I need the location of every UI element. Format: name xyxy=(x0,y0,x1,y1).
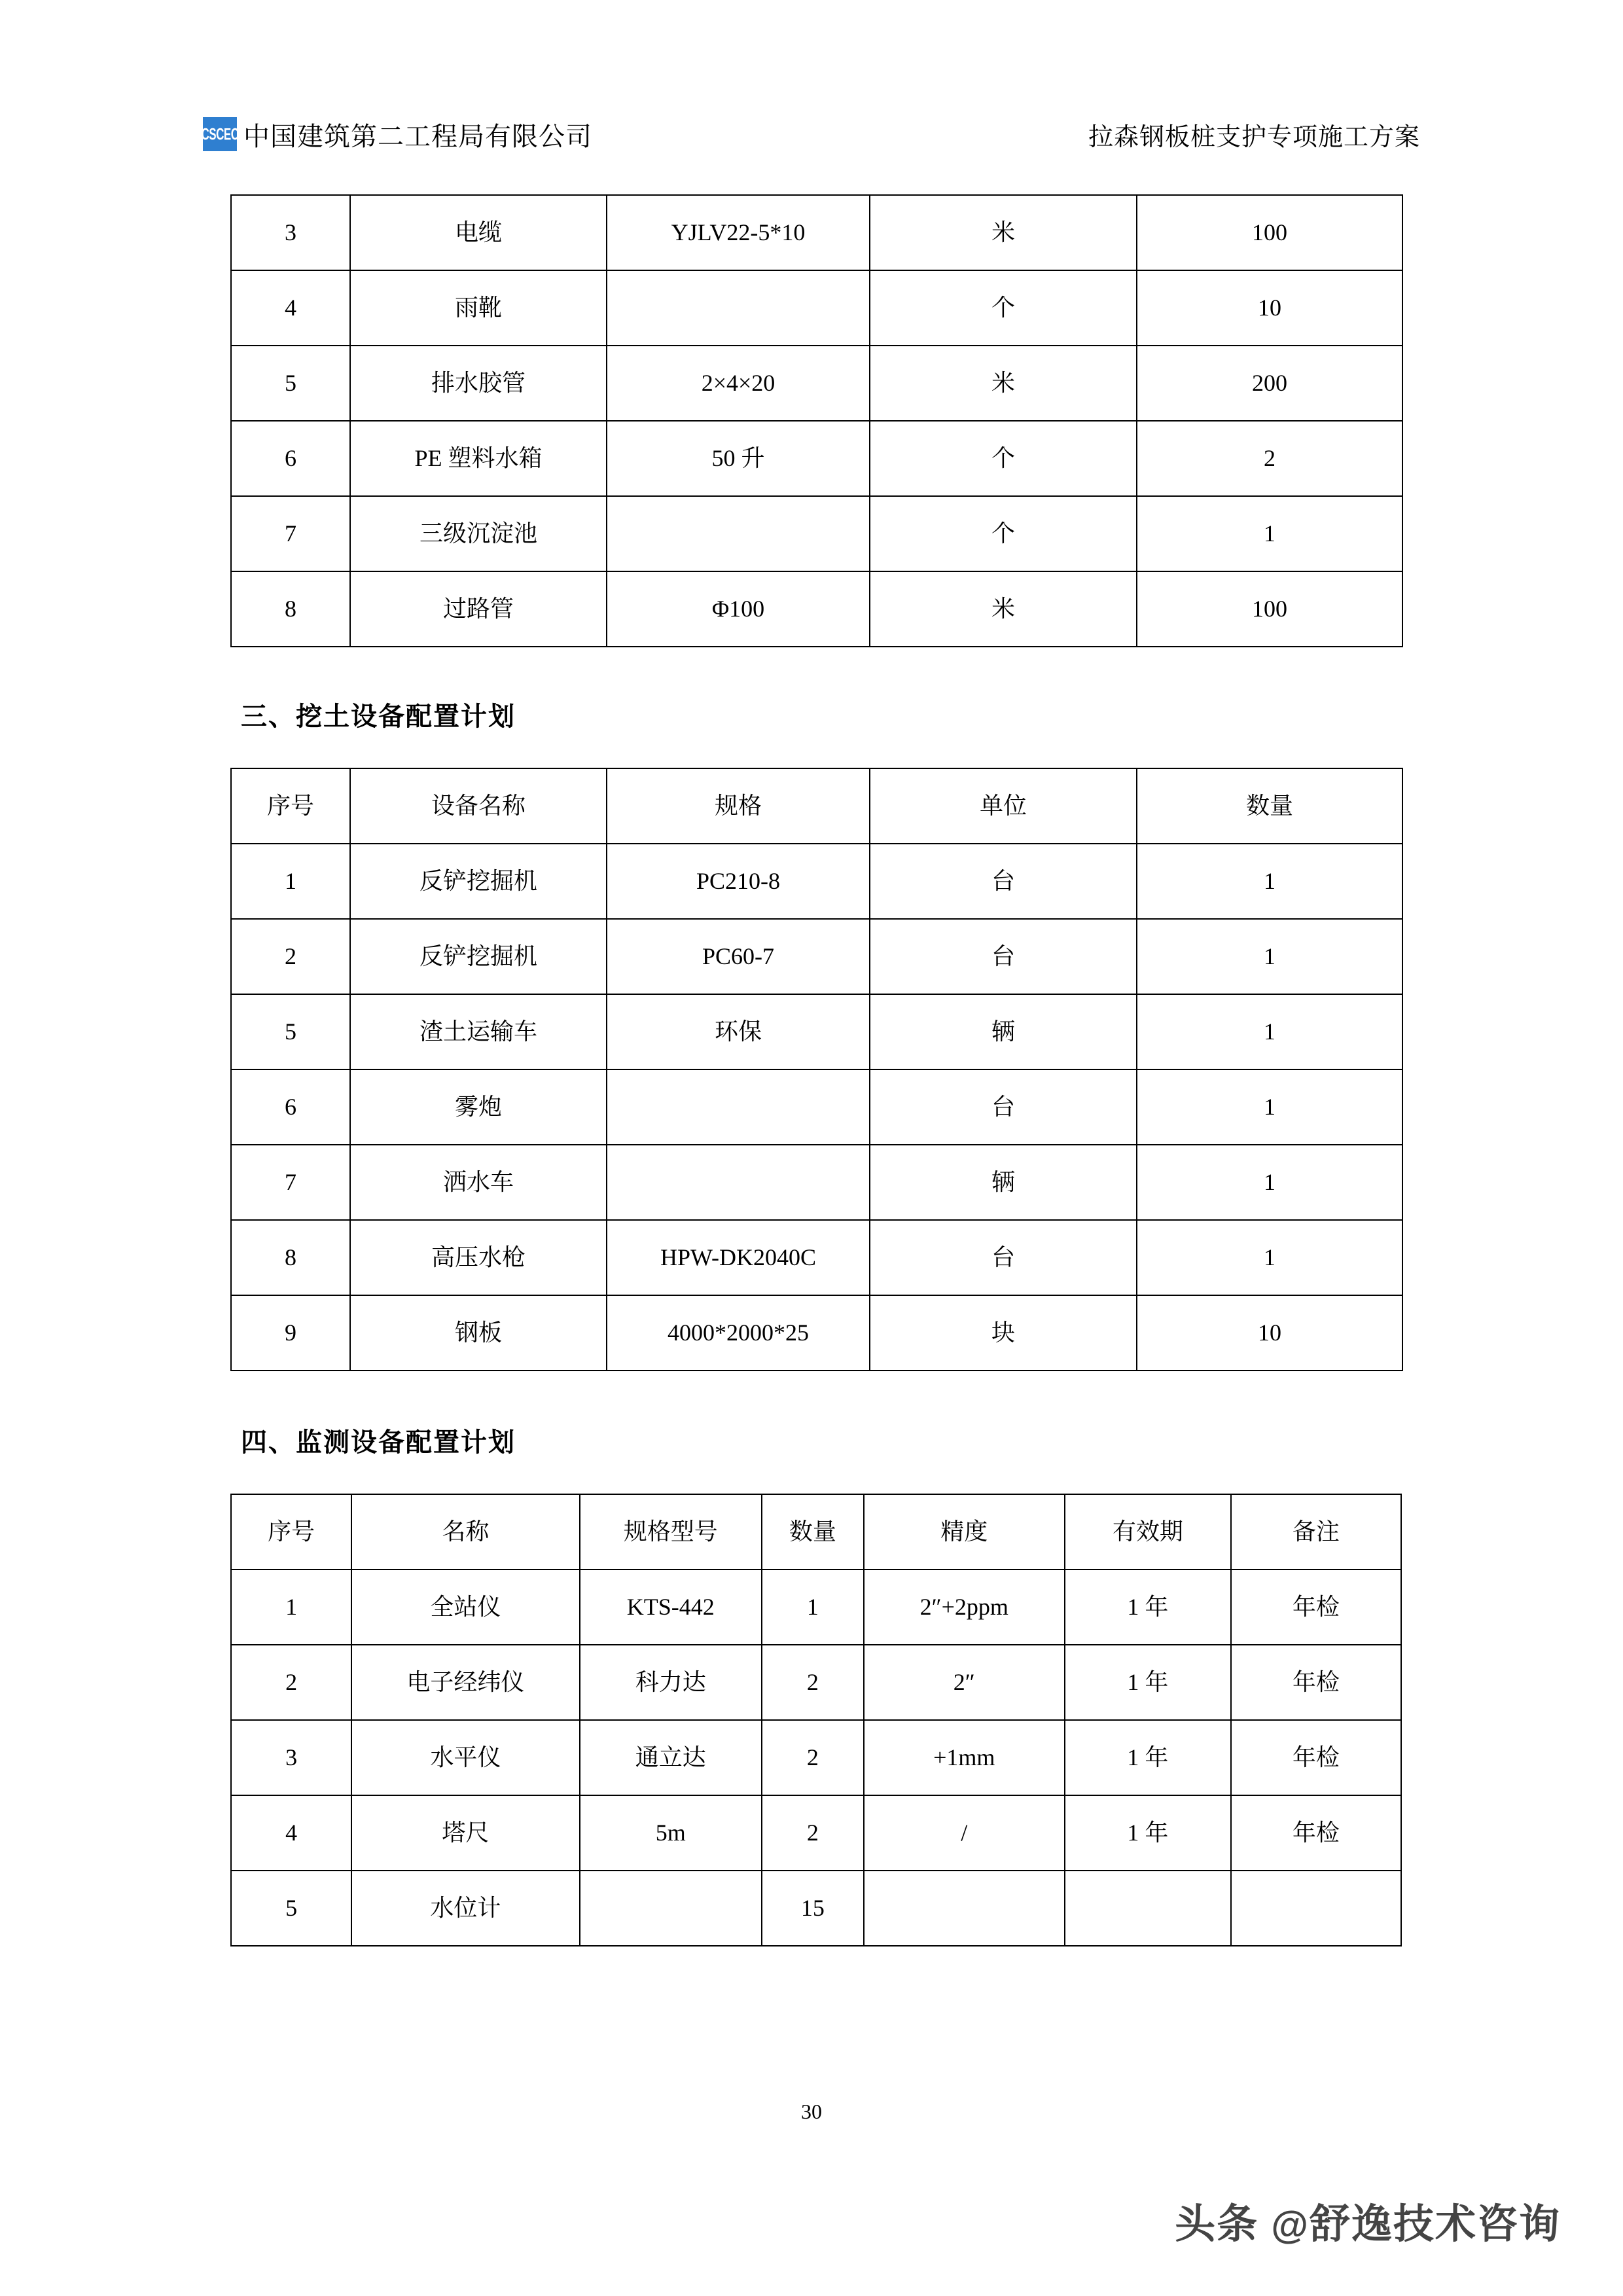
col-header-validity: 有效期 xyxy=(1065,1494,1231,1570)
cell-model xyxy=(580,1871,762,1946)
cell-model: 通立达 xyxy=(580,1720,762,1795)
page-header xyxy=(203,105,1427,164)
table-row xyxy=(231,1795,1401,1871)
cell-no: 5 xyxy=(231,994,350,1069)
cell-remark xyxy=(1231,1871,1401,1946)
table-row xyxy=(231,1645,1401,1720)
cscec-logo-icon xyxy=(203,117,237,151)
cell-no: 8 xyxy=(231,1220,350,1295)
cell-no: 5 xyxy=(231,1871,351,1946)
cell-qty: 2 xyxy=(1137,421,1402,496)
cell-no: 1 xyxy=(231,1570,351,1645)
cell-unit: 个 xyxy=(870,270,1137,346)
cell-validity: 1 年 xyxy=(1065,1570,1231,1645)
cell-remark: 年检 xyxy=(1231,1795,1401,1871)
cell-precision: 2″ xyxy=(864,1645,1065,1720)
cell-spec xyxy=(607,270,870,346)
section-heading-four: 四、监测设备配置计划 xyxy=(241,1427,516,1457)
cell-qty: 100 xyxy=(1137,571,1402,647)
cell-validity xyxy=(1065,1871,1231,1946)
table-row xyxy=(231,1871,1401,1946)
cell-name: 电缆 xyxy=(350,195,607,270)
cell-no: 4 xyxy=(231,270,350,346)
cell-precision: 2″+2ppm xyxy=(864,1570,1065,1645)
section-heading-three: 三、挖土设备配置计划 xyxy=(241,702,516,731)
col-header-model: 规格型号 xyxy=(580,1494,762,1570)
cell-qty: 10 xyxy=(1137,1295,1402,1371)
col-header-no: 序号 xyxy=(231,768,350,844)
cell-name: 洒水车 xyxy=(350,1145,607,1220)
table-row xyxy=(231,1069,1402,1145)
table-row xyxy=(231,1720,1401,1795)
cell-remark: 年检 xyxy=(1231,1720,1401,1795)
table-header-row xyxy=(231,1494,1401,1570)
cell-name: 排水胶管 xyxy=(350,346,607,421)
cell-spec: PC60-7 xyxy=(607,919,870,994)
cell-name: 过路管 xyxy=(350,571,607,647)
cell-qty: 1 xyxy=(1137,844,1402,919)
cell-no: 1 xyxy=(231,844,350,919)
cell-remark: 年检 xyxy=(1231,1645,1401,1720)
cell-name: PE 塑料水箱 xyxy=(350,421,607,496)
cell-validity: 1 年 xyxy=(1065,1720,1231,1795)
cell-qty: 10 xyxy=(1137,270,1402,346)
table-row xyxy=(231,571,1402,647)
cell-qty: 1 xyxy=(1137,496,1402,571)
cell-spec: 2×4×20 xyxy=(607,346,870,421)
cell-name: 水平仪 xyxy=(351,1720,579,1795)
cell-qty: 100 xyxy=(1137,195,1402,270)
cell-spec: YJLV22-5*10 xyxy=(607,195,870,270)
cell-qty: 2 xyxy=(762,1645,864,1720)
cell-unit: 台 xyxy=(870,1220,1137,1295)
cell-unit: 个 xyxy=(870,496,1137,571)
cell-validity: 1 年 xyxy=(1065,1795,1231,1871)
excavation-equipment-table xyxy=(230,768,1403,1371)
cell-qty: 1 xyxy=(1137,919,1402,994)
col-header-name: 名称 xyxy=(351,1494,579,1570)
cell-no: 2 xyxy=(231,919,350,994)
header-document-title: 拉森钢板桩支护专项施工方案 xyxy=(1088,123,1420,151)
cell-unit: 块 xyxy=(870,1295,1137,1371)
monitoring-equipment-table xyxy=(230,1494,1402,1946)
cell-unit: 米 xyxy=(870,571,1137,647)
watermark-platform: 头条 xyxy=(1175,2202,1259,2247)
cell-spec xyxy=(607,1145,870,1220)
watermark-at-symbol: @ xyxy=(1271,2204,1310,2246)
cell-spec: 4000*2000*25 xyxy=(607,1295,870,1371)
cell-qty: 2 xyxy=(762,1795,864,1871)
table-row xyxy=(231,844,1402,919)
cell-unit: 辆 xyxy=(870,1145,1137,1220)
cell-name: 水位计 xyxy=(351,1871,579,1946)
cell-name: 全站仪 xyxy=(351,1570,579,1645)
table-row xyxy=(231,1295,1402,1371)
table-row xyxy=(231,195,1402,270)
cell-spec xyxy=(607,1069,870,1145)
cell-model: 5m xyxy=(580,1795,762,1871)
col-header-spec: 规格 xyxy=(607,768,870,844)
cell-name: 电子经纬仪 xyxy=(351,1645,579,1720)
col-header-name: 设备名称 xyxy=(350,768,607,844)
cell-no: 5 xyxy=(231,346,350,421)
cell-no: 9 xyxy=(231,1295,350,1371)
cell-no: 3 xyxy=(231,195,350,270)
table-header-row xyxy=(231,768,1402,844)
cell-precision xyxy=(864,1871,1065,1946)
cell-unit: 台 xyxy=(870,1069,1137,1145)
cell-spec: 50 升 xyxy=(607,421,870,496)
cell-spec: HPW-DK2040C xyxy=(607,1220,870,1295)
table-row xyxy=(231,496,1402,571)
cell-no: 8 xyxy=(231,571,350,647)
table-row xyxy=(231,1220,1402,1295)
cell-precision: +1mm xyxy=(864,1720,1065,1795)
cell-unit: 台 xyxy=(870,919,1137,994)
page-number: 30 xyxy=(801,2100,822,2123)
cell-no: 6 xyxy=(231,1069,350,1145)
cell-spec: 环保 xyxy=(607,994,870,1069)
col-header-qty: 数量 xyxy=(1137,768,1402,844)
cell-spec: Φ100 xyxy=(607,571,870,647)
col-header-precision: 精度 xyxy=(864,1494,1065,1570)
cell-precision: / xyxy=(864,1795,1065,1871)
table-row xyxy=(231,421,1402,496)
table-row xyxy=(231,994,1402,1069)
cscec-logo-text: CSCEC xyxy=(201,125,239,143)
cell-qty: 200 xyxy=(1137,346,1402,421)
cell-name: 高压水枪 xyxy=(350,1220,607,1295)
table-row xyxy=(231,346,1402,421)
cell-qty: 1 xyxy=(762,1570,864,1645)
table-row xyxy=(231,270,1402,346)
table-row xyxy=(231,1570,1401,1645)
table-row xyxy=(231,919,1402,994)
cell-qty: 1 xyxy=(1137,994,1402,1069)
cell-qty: 1 xyxy=(1137,1069,1402,1145)
cell-qty: 15 xyxy=(762,1871,864,1946)
cell-no: 7 xyxy=(231,496,350,571)
cell-qty: 1 xyxy=(1137,1220,1402,1295)
header-company-name: 中国建筑第二工程局有限公司 xyxy=(243,121,592,151)
cell-qty: 1 xyxy=(1137,1145,1402,1220)
cell-unit: 米 xyxy=(870,195,1137,270)
cell-qty: 2 xyxy=(762,1720,864,1795)
header-left-group xyxy=(203,116,592,153)
cell-name: 钢板 xyxy=(350,1295,607,1371)
watermark xyxy=(1175,2191,1561,2250)
cell-name: 雨靴 xyxy=(350,270,607,346)
cell-model: 科力达 xyxy=(580,1645,762,1720)
cell-name: 三级沉淀池 xyxy=(350,496,607,571)
cell-unit: 辆 xyxy=(870,994,1137,1069)
col-header-no: 序号 xyxy=(231,1494,351,1570)
col-header-unit: 单位 xyxy=(870,768,1137,844)
cell-no: 7 xyxy=(231,1145,350,1220)
cell-name: 雾炮 xyxy=(350,1069,607,1145)
cell-unit: 米 xyxy=(870,346,1137,421)
watermark-account: 舒逸技术咨询 xyxy=(1309,2202,1561,2247)
cell-name: 塔尺 xyxy=(351,1795,579,1871)
cell-unit: 台 xyxy=(870,844,1137,919)
cell-model: KTS-442 xyxy=(580,1570,762,1645)
table-row xyxy=(231,1145,1402,1220)
cell-spec: PC210-8 xyxy=(607,844,870,919)
cell-no: 4 xyxy=(231,1795,351,1871)
cell-validity: 1 年 xyxy=(1065,1645,1231,1720)
cell-name: 渣土运输车 xyxy=(350,994,607,1069)
cell-no: 2 xyxy=(231,1645,351,1720)
cell-name: 反铲挖掘机 xyxy=(350,919,607,994)
cell-remark: 年检 xyxy=(1231,1570,1401,1645)
col-header-qty: 数量 xyxy=(762,1494,864,1570)
cell-spec xyxy=(607,496,870,571)
materials-table xyxy=(230,194,1403,647)
cell-unit: 个 xyxy=(870,421,1137,496)
cell-no: 3 xyxy=(231,1720,351,1795)
cell-no: 6 xyxy=(231,421,350,496)
cell-name: 反铲挖掘机 xyxy=(350,844,607,919)
col-header-remark: 备注 xyxy=(1231,1494,1401,1570)
